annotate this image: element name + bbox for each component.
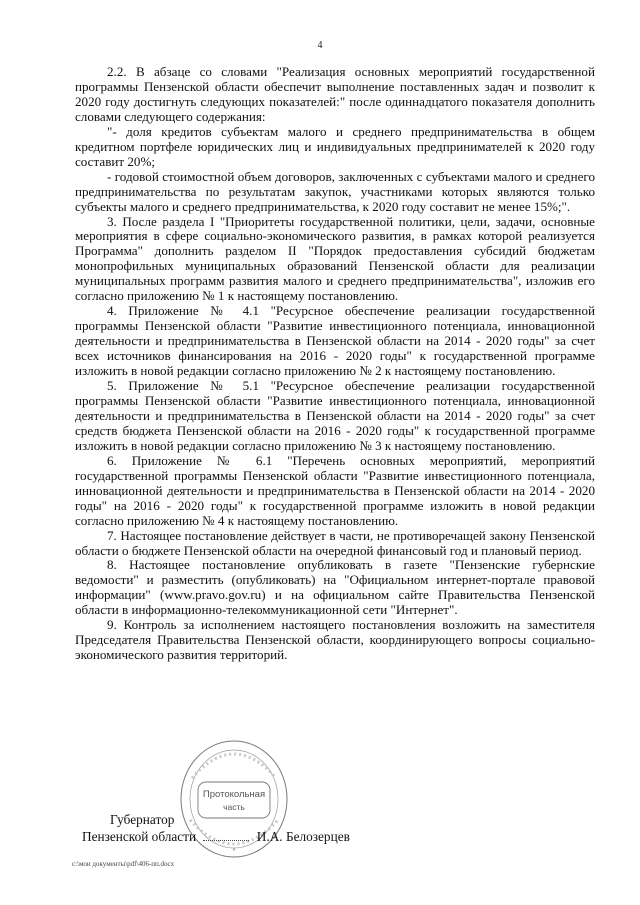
quote-item-1: "- доля кредитов субъектам малого и среднего предпринимательства в общем кредитном портфеле юридических лиц и индивидуальных предпринимателей к 2020 году составит 20%;: [75, 123, 595, 169]
document-body: [75, 65, 595, 663]
footer-file-path: c:\мои документы\pdf\406-пп.docx: [72, 860, 175, 868]
svg-text:*: *: [232, 848, 236, 855]
paragraph-7: 7. Настоящее постановление действует в части, не противоречащей закону Пензенской области о бюджете Пензенской области на очередной финансовый год и плановый период.: [75, 527, 595, 558]
paragraph-3: 3. После раздела I "Приоритеты государственной политики, цели, задачи, основные мероприятия в сфере социально-экономического развития, в рамках которой реализуется Программа" дополнить разделом II "Порядок предоставления субсидий бюджетам монопрофильных муниципальных образований Пензенской области для реализации муниципальных программ развития малого и среднего предпринимательства", изложив его согласно приложению № 1 к настоящему постановлению.: [75, 213, 595, 304]
signature-position-line2: Пензенской области: [82, 829, 197, 844]
paragraph-6: 6. Приложение № 6.1 "Перечень основных мероприятий, мероприятий государственной программы Пензенской области "Развитие инвестиционного потенциала, инновационной деятельности и предпринимательства в Пензенской области на 2014 - 2020 годы" на 2016 - 2020 годы" к государственной программе изложить в новой редакции согласно приложению № 4 к настоящему постановлению.: [75, 452, 595, 528]
signature-position-line1: Губернатор: [110, 812, 175, 827]
paragraph-2-2: 2.2. В абзаце со словами "Реализация основных мероприятий государственной программы Пензенской области обеспечит выполнение поставленных задач и позволит к 2020 году достигнуть следующих показателей:" после одиннадцатого показателя дополнить словами следующего содержания:: [75, 64, 595, 124]
paragraph-5: 5. Приложение № 5.1 "Ресурсное обеспечение реализации государственной программы Пензенской области "Развитие инвестиционного потенциала, инновационной деятельности и предпринимательства в Пензенской области на 2014 - 2020 годы" за счет средств бюджета Пензенской области на 2016 - 2020 годы" к государственной программе изложить в новой редакции согласно приложению № 3 к настоящему постановлению.: [75, 378, 595, 453]
signature-line: [82, 829, 582, 845]
stamp-text-line1: Протокольная: [202, 789, 266, 800]
signature-name: И.А. Белозерцев: [256, 829, 350, 844]
paragraph-4: 4. Приложение № 4.1 "Ресурсное обеспечение реализации государственной программы Пензенской области "Развитие инвестиционного потенциала, инновационной деятельности и предпринимательства в Пензенской области на 2014 - 2020 годы" за счет всех источников финансирования на 2016 - 2020 годы" к государственной программе изложить в новой редакции согласно приложению № 2 к настоящему постановлению.: [75, 303, 595, 379]
signature-dotted-line: [203, 840, 249, 841]
stamp-text-line2: часть: [223, 802, 245, 812]
paragraph-9: 9. Контроль за исполнением настоящего постановления возложить на заместителя Председателя Правительства Пензенской области, координирующего вопросы социально-экономического развития территорий.: [75, 617, 595, 663]
page-number: 4: [317, 40, 323, 51]
paragraph-8: 8. Настоящее постановление опубликовать в газете "Пензенские губернские ведомости" и разместить (опубликовать) на "Официальном интернет-портале правовой информации" (www.pravo.gov.ru) и на официальном сайте Правительства Пензенской области в информационно-телекоммуникационной сети "Интернет".: [75, 557, 595, 618]
quote-item-2: - годовой стоимостной объем договоров, заключенных с субъектами малого и среднего предпринимательства по результатам закупок, участниками которых являются только субъекты малого и среднего предпринимательства, к 2020 году составит не менее 15%;".: [75, 168, 595, 214]
